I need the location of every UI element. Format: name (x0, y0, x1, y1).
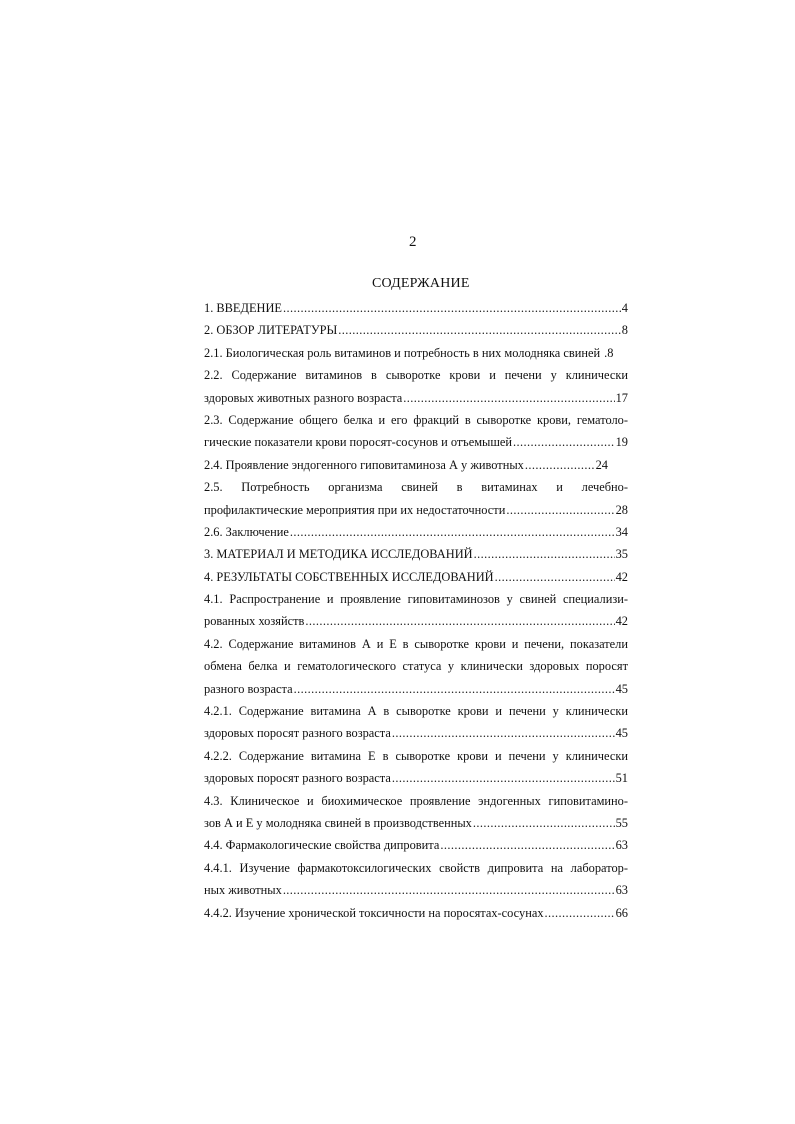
toc-entry-page: 66 (615, 905, 628, 920)
toc-entry-page: 19 (615, 435, 628, 450)
toc-entry-text: здоровых животных разного возраста (204, 390, 403, 405)
toc-entry-page: 51 (615, 771, 628, 786)
toc-entry-text: 2.4. Проявление эндогенного гиповитаминоза А у животных (204, 457, 524, 472)
toc-entry-text: 4. РЕЗУЛЬТАТЫ СОБСТВЕННЫХ ИССЛЕДОВАНИЙ (204, 569, 494, 584)
dot-leader (506, 499, 614, 521)
toc-entry-2-4[interactable] (204, 454, 608, 476)
toc-entry-page: 45 (615, 726, 628, 741)
toc-entry-3[interactable] (204, 543, 628, 565)
dot-leader (290, 521, 615, 543)
toc-entry-text: 4.4. Фармакологические свойства дипровита (204, 838, 440, 853)
toc-entry-text: 2.2. Содержание витаминов в сыворотке крови и печени у клинически (204, 368, 628, 383)
toc-entry-4-4[interactable] (204, 834, 628, 856)
dot-leader (403, 387, 614, 409)
toc-entry-4-2-2-line-1[interactable] (204, 745, 628, 767)
toc-title: СОДЕРЖАНИЕ (372, 276, 470, 291)
dot-leader (474, 543, 615, 565)
dot-leader (545, 902, 615, 924)
toc-entry-page: 55 (615, 815, 628, 830)
dot-leader (338, 319, 621, 341)
toc-entry-text: 2.5. Потребность организма свиней в витаминах и лечебно- (204, 480, 628, 495)
toc-entry-text: здоровых поросят разного возраста (204, 726, 391, 741)
dot-leader (513, 431, 615, 453)
toc-entry-text: 2. ОБЗОР ЛИТЕРАТУРЫ (204, 323, 338, 338)
toc-entry-text: гические показатели крови поросят-сосунов и отъемышей (204, 435, 513, 450)
toc-entry-2-2-line-2[interactable] (204, 387, 628, 409)
toc-entry-text: обмена белка и гематологического статуса у клинически здоровых поросят (204, 659, 628, 674)
dot-leader (440, 834, 614, 856)
toc-entry-text: рованных хозяйств (204, 614, 305, 629)
toc-entry-page: 28 (615, 502, 628, 517)
toc-entry-page: 4 (621, 301, 628, 315)
dot-leader (305, 610, 614, 632)
dot-leader (283, 879, 615, 901)
toc-entry-4-2-line-3[interactable] (204, 678, 628, 700)
dot-leader (495, 566, 615, 588)
toc-entry-page: 45 (615, 681, 628, 696)
toc-entry-text: 1. ВВЕДЕНИЕ (204, 301, 282, 315)
toc-entry-2[interactable] (204, 319, 628, 341)
page-number: 2 (409, 234, 417, 250)
toc-entry-text: 4.3. Клиническое и биохимическое проявление эндогенных гиповитамино- (204, 793, 628, 808)
toc-entry-text: 4.2. Содержание витаминов А и Е в сыворотке крови и печени, показатели (204, 636, 628, 651)
toc-entry-text: зов А и Е у молодняка свиней в производственных (204, 815, 472, 830)
dot-leader (294, 678, 615, 700)
toc-entry-text: 4.1. Распространение и проявление гиповитаминозов у свиней специализи- (204, 592, 628, 607)
toc-entry-2-2-line-1[interactable] (204, 364, 628, 386)
toc-entry-text: 4.4.1. Изучение фармакотоксилогических свойств дипровита на лаборатор- (204, 860, 628, 875)
toc-entry-4-3-line-2[interactable] (204, 812, 628, 834)
toc-entry-page: 17 (615, 390, 628, 405)
toc-entry-4-2-1-line-1[interactable] (204, 700, 628, 722)
dot-leader (473, 812, 615, 834)
toc-entry-4-1-line-1[interactable] (204, 588, 628, 610)
toc-entry-text: 4.2.1. Содержание витамина А в сыворотке крови и печени у клинически (204, 704, 628, 719)
toc-entry-2-5-line-2[interactable] (204, 499, 628, 521)
toc-entry-text: 2.1. Биологическая роль витаминов и потребность в них молодняка свиней (204, 345, 601, 360)
toc-entry-page: .8 (604, 345, 614, 360)
toc-entry-page: 24 (595, 457, 608, 472)
toc-entry-2-3-line-2[interactable] (204, 431, 628, 453)
toc-entry-text: 2.6. Заключение (204, 524, 289, 539)
toc-entry-text: 4.2.2. Содержание витамина Е в сыворотке крови и печени у клинически (204, 748, 628, 763)
toc-entry-4-2-2-line-2[interactable] (204, 767, 628, 789)
toc-entry-2-3-line-1[interactable] (204, 409, 628, 431)
toc-entry-4-2-line-1[interactable] (204, 633, 628, 655)
toc-entry-1[interactable] (204, 297, 628, 319)
toc-entry-text: 3. МАТЕРИАЛ И МЕТОДИКА ИССЛЕДОВАНИЙ (204, 547, 473, 562)
toc-entry-2-1[interactable] (204, 342, 628, 364)
toc-entry-4-3-line-1[interactable] (204, 790, 628, 812)
toc-entry-page: 8 (621, 323, 628, 338)
toc-entry-page: 42 (615, 614, 628, 629)
dot-leader (392, 767, 615, 789)
toc-entry-2-6[interactable] (204, 521, 628, 543)
toc-entry-text: 4.4.2. Изучение хронической токсичности на поросятах-сосунах (204, 905, 544, 920)
toc-entry-4-4-1-line-2[interactable] (204, 879, 628, 901)
toc-entry-text: разного возраста (204, 681, 293, 696)
toc-entry-text: 2.3. Содержание общего белка и его фракций в сыворотке крови, гематоло- (204, 412, 628, 427)
dot-leader (525, 454, 595, 476)
toc-entry-page: 34 (615, 524, 628, 539)
toc-entry-4[interactable] (204, 566, 628, 588)
toc-entry-4-2-1-line-2[interactable] (204, 722, 628, 744)
table-of-contents (204, 297, 628, 924)
toc-entry-text: профилактические мероприятия при их недостаточности (204, 502, 506, 517)
toc-entry-page: 42 (615, 569, 628, 584)
dot-leader (283, 297, 621, 319)
toc-entry-page: 63 (615, 883, 628, 898)
toc-entry-page: 63 (615, 838, 628, 853)
toc-entry-page: 35 (615, 547, 628, 562)
toc-entry-4-1-line-2[interactable] (204, 610, 628, 632)
toc-entry-4-4-2[interactable] (204, 902, 628, 924)
toc-entry-text: здоровых поросят разного возраста (204, 771, 391, 786)
toc-entry-text: ных животных (204, 883, 282, 898)
toc-entry-4-4-1-line-1[interactable] (204, 857, 628, 879)
dot-leader (392, 722, 615, 744)
toc-entry-4-2-line-2[interactable] (204, 655, 628, 677)
toc-entry-2-5-line-1[interactable] (204, 476, 628, 498)
